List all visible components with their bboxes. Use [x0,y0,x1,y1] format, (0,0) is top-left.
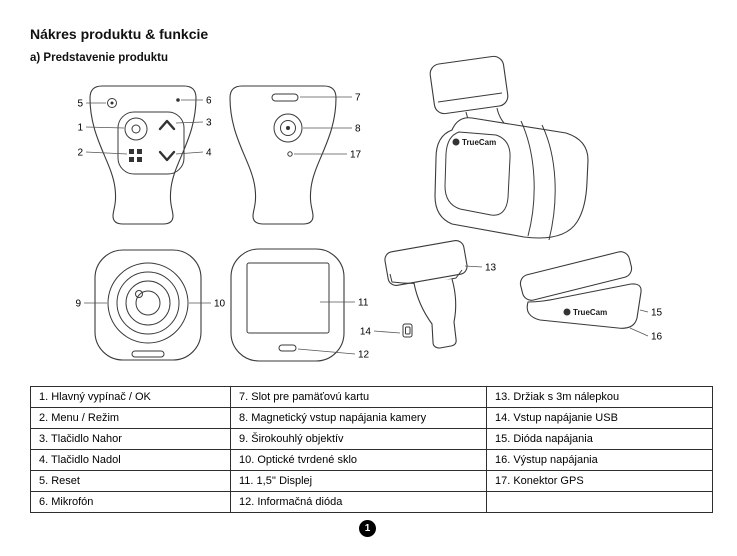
table-row [31,429,713,450]
legend-table [30,386,713,513]
page-title: Nákres produktu & funkcie [30,26,209,42]
legend-cell: 17. Konektor GPS [487,471,713,492]
callout-14-number: 14 [359,326,371,338]
callout-1-number: 1 [77,122,83,134]
legend-cell: 4. Tlačidlo Nadol [31,450,231,471]
callout-14 [360,327,400,338]
legend-cell: 15. Dióda napájania [487,429,713,450]
usb-port [403,324,412,337]
mount-stalk [414,279,456,348]
mount-plate [384,239,469,286]
callout-16-number: 16 [651,331,663,343]
usb-port-inner [406,327,411,334]
legend-cell: 2. Menu / Režim [31,408,231,429]
product-diagram [0,50,737,380]
table-row [31,471,713,492]
legend-cell [487,492,713,513]
legend-cell: 16. Výstup napájania [487,450,713,471]
leader-line [640,310,648,312]
legend-cell: 8. Magnetický vstup napájania kamery [231,408,487,429]
leader-line [374,331,400,333]
callout-16 [630,328,663,343]
legend-cell: 12. Informačná dióda [231,492,487,513]
table-row [31,450,713,471]
camera-front-body [90,86,196,224]
callout-13 [465,263,497,274]
legend-cell: 5. Reset [31,471,231,492]
back-view-drawing [230,86,362,224]
legend-cell: 14. Vstup napájanie USB [487,408,713,429]
magnetic-power-input-dot [286,126,290,130]
leader-line [630,328,648,336]
truecam-logo-text: TrueCam [462,138,497,147]
legend-cell: 13. Držiak s 3m nálepkou [487,387,713,408]
display-view-drawing [231,249,370,361]
mount-view-drawing [360,239,497,348]
callout-6-number: 6 [206,95,212,107]
mount-side-view-drawing [519,250,663,343]
callout-5-number: 5 [77,98,83,110]
reset-hole-dot [111,102,114,105]
perspective-view-drawing [429,55,588,240]
callout-3-number: 3 [206,117,212,129]
camera-display-body [231,249,344,361]
legend-cell: 9. Širokouhlý objektív [231,429,487,450]
callout-7-number: 7 [355,92,361,104]
callout-17-number: 17 [350,149,362,161]
callout-9-number: 9 [75,298,81,310]
section-subtitle: a) Predstavenie produktu [30,52,169,64]
callout-12-number: 12 [358,349,370,361]
callout-15-number: 15 [651,307,663,319]
callout-13-number: 13 [485,262,497,274]
callout-4-number: 4 [206,147,212,159]
legend-cell: 7. Slot pre pamäťovú kartu [231,387,487,408]
callout-11-number: 11 [358,297,369,309]
camera-body-3d [435,118,588,238]
front-view-drawing [77,86,212,224]
legend-cell: 6. Mikrofón [31,492,231,513]
callout-2-number: 2 [77,147,83,159]
callout-10-number: 10 [214,298,226,310]
legend-cell: 10. Optické tvrdené sklo [231,450,487,471]
camera-back-body [230,86,336,224]
callout-8-number: 8 [355,123,361,135]
truecam-logo-text: TrueCam [573,308,608,317]
legend-cell: 1. Hlavný vypínač / OK [31,387,231,408]
table-row [31,492,713,513]
microphone-hole [176,98,180,102]
page-number-badge [359,520,376,537]
table-row [31,387,713,408]
legend-cell: 3. Tlačidlo Nahor [31,429,231,450]
callout-15 [640,308,663,319]
legend-cell: 11. 1,5'' Displej [231,471,487,492]
truecam-logo-icon [453,139,460,146]
page-number: 1 [364,523,371,534]
truecam-logo-icon [564,309,571,316]
mount-plate-3d [429,55,509,115]
lens-view-drawing [75,250,225,360]
table-row [31,408,713,429]
